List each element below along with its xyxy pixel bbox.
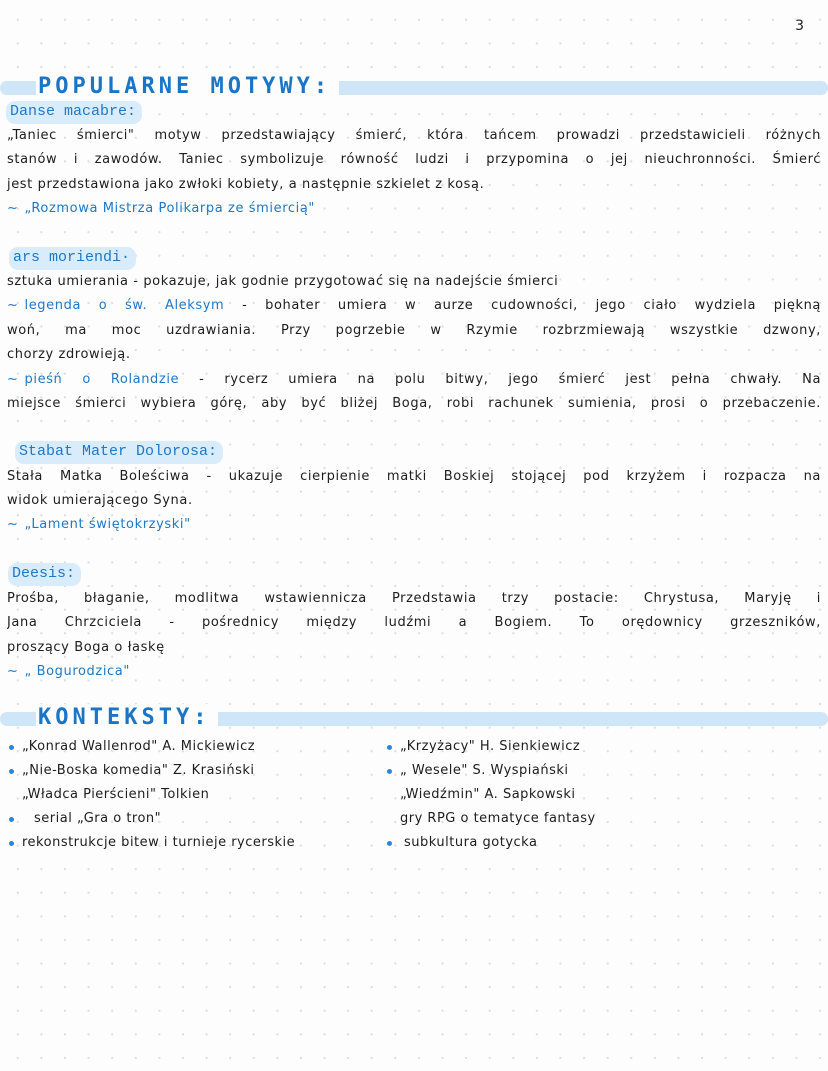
bullet-icon (387, 745, 392, 750)
deesis-example-text: „ Bogurodzica" (24, 664, 130, 679)
ars-line-4: miejsce śmierci wybiera górę, aby być bliżej Boga, robi rachunek sumienia, prosi o przebaczenie. (7, 396, 821, 411)
deesis-example (7, 662, 821, 682)
ars-example-1-title: legenda o św. Aleksym (24, 298, 225, 313)
danse-example (7, 199, 821, 219)
ars-example-1 (7, 296, 821, 316)
deesis-line-2: Jana Chrzciciela - pośrednicy między ludźmi a Bogiem. To orędownicy grzeszników, (7, 615, 821, 630)
stabat-line-2: widok umierającego Syna. (7, 493, 193, 508)
motifs-heading: POPULARNE MOTYWY: (36, 73, 339, 101)
danse-example-text: „Rozmowa Mistrza Polikarpa ze śmiercią" (24, 201, 315, 216)
danse-line-1: „Taniec śmierci" motyw przedstawiający śmierć, która tańcem prowadzi przedstawicieli różnych (7, 128, 821, 143)
contexts-right-list (400, 736, 596, 856)
ars-example-1-rest: - bohater umiera w aurze cudowności, jego ciało wydziela piękną (242, 298, 821, 313)
danse-macabre-title: Danse macabre: (6, 101, 142, 124)
ars-example-2-rest: - rycerz umiera na polu bitwy, jego śmierć jest pełna chwały. Na (199, 372, 821, 387)
ars-line-2: woń, ma moc uzdrawiania. Przy pogrzebie w Rzymie rozbrzmiewają wszystkie dzwony, (7, 323, 821, 338)
bullet-icon (387, 769, 392, 774)
contexts-left-list (22, 736, 295, 856)
stabat-mater-title: Stabat Mater Dolorosa: (15, 441, 223, 464)
bullet-icon (9, 817, 14, 822)
list-item: „Krzyżacy" H. Sienkiewicz (400, 736, 596, 760)
ars-line-3: chorzy zdrowieją. (7, 347, 131, 362)
list-item: „Władca Pierścieni" Tolkien (22, 787, 210, 802)
ars-moriendi-title: ars moriendi· (9, 247, 136, 270)
stabat-line-1: Stała Matka Boleściwa - ukazuje cierpienie matki Boskiej stojącej pod krzyżem i rozpacza na (7, 469, 821, 484)
bullet-icon (9, 841, 14, 846)
tilde-icon: ~ (7, 298, 19, 313)
deesis-line-3: proszący Boga o łaskę (7, 640, 165, 655)
stabat-example-text: „Lament świętokrzyski" (24, 517, 191, 532)
ars-example-2-title: pieśń o Rolandzie (24, 372, 180, 387)
list-item: gry RPG o tematyce fantasy (400, 811, 596, 826)
list-item: serial „Gra o tron" (22, 808, 295, 832)
contexts-heading: KONTEKSTY: (36, 704, 218, 732)
page-number: 3 (795, 18, 804, 34)
deesis-title: Deesis: (8, 563, 81, 586)
bullet-icon (9, 745, 14, 750)
ars-line-1: sztuka umierania - pokazuje, jak godnie przygotować się na nadejście śmierci (7, 274, 559, 289)
deesis-line-1: Prośba, błaganie, modlitwa wstawiennicza Przedstawia trzy postacie: Chrystusa, Maryję i (7, 591, 821, 606)
tilde-icon: ~ (7, 517, 19, 532)
bullet-icon (387, 841, 392, 846)
list-item: rekonstrukcje bitew i turnieje rycerskie (22, 832, 295, 856)
tilde-icon: ~ (7, 372, 19, 387)
bullet-icon (9, 769, 14, 774)
stabat-example (7, 515, 821, 535)
tilde-icon: ~ (7, 664, 19, 679)
list-item: „Nie-Boska komedia" Z. Krasiński (22, 760, 295, 784)
list-item: „Wiedźmin" A. Sapkowski (400, 787, 576, 802)
ars-example-2 (7, 370, 821, 390)
list-item: „ Wesele" S. Wyspiański (400, 760, 596, 784)
danse-line-3: jest przedstawiona jako zwłoki kobiety, a następnie szkielet z kosą. (7, 177, 485, 192)
tilde-icon: ~ (7, 201, 19, 216)
list-item: „Konrad Wallenrod" A. Mickiewicz (22, 736, 295, 760)
list-item: subkultura gotycka (400, 832, 596, 856)
danse-line-2: stanów i zawodów. Taniec symbolizuje równość ludzi i przypomina o jej nieuchronności. Śmierć (7, 152, 821, 167)
